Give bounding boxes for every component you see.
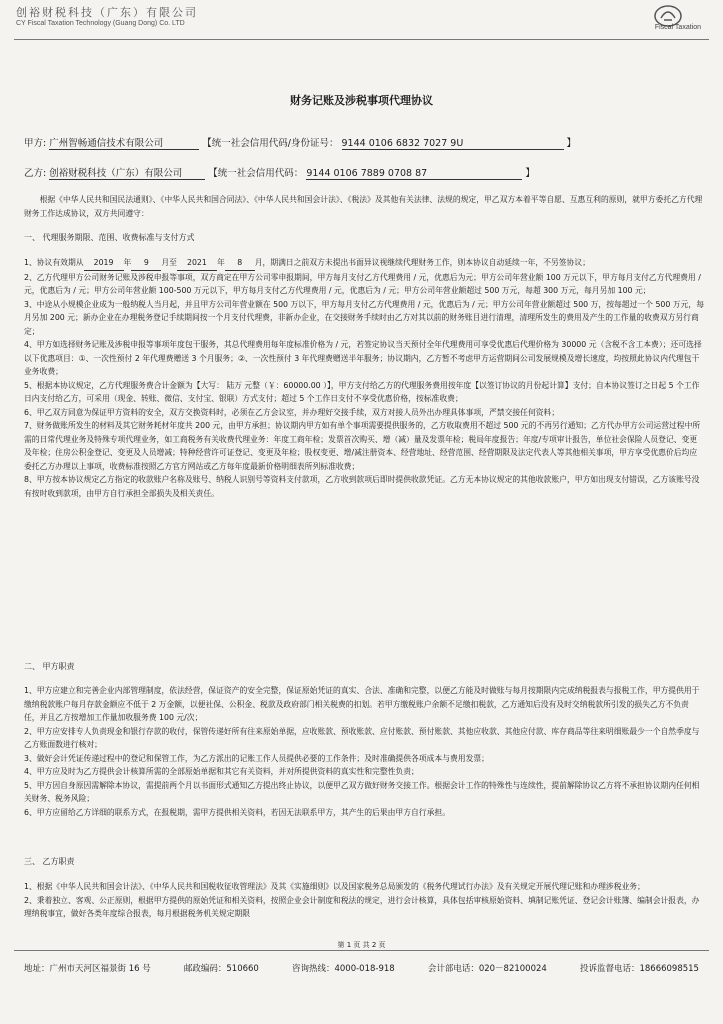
start-month: 9 [131, 256, 161, 271]
page-number: 第 1 页 共 2 页 [337, 941, 386, 949]
sec2-item-4: 4、甲方应及时为乙方提供会计核算所需的全部原始单据和其它有关资料，并对所提供资料的真实性和完整性负责； [24, 767, 419, 776]
footer-divider [14, 950, 709, 951]
party-a-close: 】 [566, 138, 577, 149]
party-a-label: 甲方: [24, 138, 47, 149]
sec1-item-3: 3、中途从小规模企业成为一般纳税人当月起，并且甲方公司年营业额在 500 万以下，甲方每月支付乙方代理费用 / 元，优惠后为 / 元；甲方公司年营业额超过 500 万，按每超过一个 500 万元，每月另加 200 元；新办企业在办理税务登记手续期间按一个月支付代理费，非新办企业，在交接财务手续时由乙方对其以前的财务账目进行清理，清理所发生的费用及产生的工作量的收费双方另行商定； [24, 299, 704, 336]
sec2-item-5: 5、甲方因自身原因需解除本协议，需提前两个月以书面形式通知乙方提出终止协议，以便甲乙双方做好财务交接工作。根据会计工作的特殊性与连续性，提前解除协议乙方将不承担协议期内任何相关财务、税务风险； [24, 780, 700, 803]
party-b-credit-code: 9144 0106 7889 0708 87 [306, 168, 522, 180]
footer [24, 962, 699, 974]
sec2-item-6: 6、甲方应留给乙方详细的联系方式，在报税期，需甲方提供相关资料，若因无法联系甲方，其产生的后果由甲方自行承担。 [24, 807, 450, 817]
sec3-item-1: 1、根据《中华人民共和国会计法》、《中华人民共和国税收征收管理法》及其《实施细则》以及国家税务总局颁发的《税务代理试行办法》及有关规定开展代理记账和办理涉税业务； [24, 882, 645, 891]
footer-hotline: 咨询热线：4000-018-918 [291, 964, 395, 974]
section-1-title: 一、 代理服务期限、范围、收费标准与支付方式 [24, 233, 195, 242]
sec2-item-2: 2、甲方应安排专人负责现金和银行存款的收付，保管传递好所有往来原始单据，应收账款、预收账款、应付账款、预付账款、其他应收款、其他应付款、库存商品等往来明细账最少一个自然季度与乙方账面数进行核对； [24, 726, 700, 749]
sec1-item-7: 7、财务做账所发生的材料及其它财务耗材年度共 200 元，由甲方承担；协议期内甲方如有单个事项需要提供服务的，乙方收取费用不超过 500 元的不再另行通知；乙方代办甲方公司运营过程中所需的日常代理业务及特殊专项代理业务，如工商税务有关收费代理业务：年度工商年检；发票首次购买、增（减）量及发票年检；税局年度报告；年度/专项审计报告，单位社会保险人员登记、变更及年检；住房公积金登记、变更及人员增减；特种经营许可证登记、变更及年检；股权变更、增/减注册资本、经营地址、经营范围、经营期限及法定代表人等其他相关事项，甲方享受优惠价后均应委托乙方办理以上事项，收费标准按照乙方官方网站或乙方每年度最新价格明细表所列标准收费； [24, 421, 701, 471]
sec2-item-3: 3、做好会计凭证传递过程中的登记和保管工作，为乙方派出的记账工作人员提供必要的工作条件；及时准确提供各项成本与费用发票； [24, 753, 489, 763]
section-2-body [24, 684, 704, 819]
footer-address: 地址：广州市天河区福景街 16 号 [24, 964, 151, 974]
sec3-item-2: 2、秉着独立、客观、公正原则，根据甲方提供的原始凭证和相关资料，按照企业会计制度和税法的规定，进行会计核算，具体包括审核原始资料、填制记账凭证、登记会计账簿、编制会计报表，办理纳税事宜，做好各类年度综合报表，每月根据税务机关规定期限 [24, 895, 700, 918]
company-name-en: CY Fiscal Taxation Technology (Guang Dong) Co. LTD [16, 20, 185, 27]
party-a-credit-label: 【统一社会信用代码/身份证号： [202, 138, 339, 149]
sec1-item-5: 5、根据本协议规定，乙方代理服务费合计金额为【大写： 陆万 元整（￥：60000.00 ）】，甲方支付给乙方的代理服务费用按年度【以签订协议的月份起计算】支付；自本协议签订之日起 5 个工作日内支付给乙方，可采用（现金、转账、微信、支付宝、银联）方式支付；超过 5 个工作日支付不享受优惠价格，按标准收费； [24, 380, 700, 403]
intro-paragraph [24, 193, 704, 220]
party-b-close: 】 [525, 168, 535, 179]
section-3-body [24, 880, 704, 921]
sec1-item-6: 6、甲乙双方同意为保证甲方资料的安全，双方交换资料时，必须在乙方会议室，并办理好交接手续，双方对接人员外出办理具体事项，严禁交接任何资料； [24, 407, 560, 417]
end-year: 2021 [177, 256, 217, 271]
intro-text: 根据《中华人民共和国民法通则》、《中华人民共和国合同法》、《中华人民共和国会计法》、《税法》及其他有关法律、法规的规定，甲乙双方本着平等自愿、互惠互利的原则，就甲方委托乙方代理财务工作达成协议，双方共同遵守： [24, 195, 703, 218]
party-a-line [24, 135, 576, 150]
start-year: 2019 [84, 256, 124, 271]
party-a-name: 广州智畅通信技术有限公司 [49, 135, 199, 150]
section-3-title: 三、 乙方职责 [24, 857, 75, 866]
section-2-title: 二、 甲方职责 [24, 662, 75, 671]
section-1-body [24, 256, 704, 500]
header-divider [14, 39, 709, 40]
end-month: 8 [225, 256, 255, 271]
sec2-item-1: 1、甲方应建立和完善企业内部管理制度，依法经营，保证资产的安全完整，保证原始凭证的真实、合法、准确和完整，以便乙方能及时做账与每月按期限内完成纳税报表与报税工作，甲方提供用于缴纳税款账户每月存款金额应不低于 2 万金额，以便社保、公积金、税款及政府部门相关税费的扣划。若甲方缴税账户余额不足缴扣税款，乙方通知后没有及时交纳税款所引发的损失乙方不负责任，并且乙方按增加工作量加收服务费 100 元/次； [24, 686, 700, 722]
party-b-line [24, 165, 535, 180]
footer-postcode: 邮政编码：510660 [183, 964, 259, 974]
company-name-cn: 创裕财税科技（广东）有限公司 [16, 6, 198, 19]
sec1-item-1: 1、协议有效期从 2019 年 9 月至 2021 年 8 月，期满日之前双方未提出书面异议视继续代理财务工作，则本协议自动延续一年，不另签协议； [24, 256, 704, 271]
party-b-credit-label: 【统一社会信用代码： [208, 168, 304, 179]
party-b-name: 创裕财税科技（广东）有限公司 [49, 165, 205, 180]
document-title: 财务记账及涉税事项代理协议 [290, 94, 433, 107]
party-a-credit-code: 9144 0106 6832 7027 9U [342, 138, 564, 150]
footer-phone: 会计部电话：020－82100024 [427, 964, 547, 974]
sec1-item-2: 2、乙方代理甲方公司财务记账及涉税申报等事项，双方商定在甲方公司零申报期间，甲方每月支付乙方代理费用 / 元，优惠后为元；甲方公司年营业额 100 万元以下，甲方每月支付乙方代理费用 / 元，优惠后为 / 元；甲方公司年营业额 100-500 万元以下，甲方每月支付乙方代理费用 / 元，优惠后为 / 元；甲方公司年营业额超过 500 万元，每超 300 万元，每月另加 100 元； [24, 272, 701, 295]
sec1-item-4: 4、甲方如选择财务记账及涉税申报等事项年度包干服务，其总代理费用每年度标准价格为 / 元，若签定协议当天预付全年代理费用可享受优惠后代理价格为 30000 元（含税不含工本费）；还可选择以下优惠项目：①、一次性预付 2 年代理费赠送 3 个月服务；②、一次性预付 3 年代理费赠送半年服务；协议期内，乙方暂不考虑甲方运营期间公司发展规模及增长速度，均按照此协议内代理包干业务收费； [24, 340, 702, 376]
footer-complaint: 投诉监督电话：18666098515 [579, 964, 699, 974]
party-b-label: 乙方: [24, 168, 47, 179]
sec1-item-8: 8、甲方按本协议规定乙方指定的收款账户名称及账号、纳税人识别号等资料支付款项，乙方收到款项后即时提供收款凭证。乙方无本协议规定的其他收款账户，甲方如出现支付错误，乙方该账号没有按时收到款项，由甲方自行承担全部损失及相关责任。 [24, 475, 700, 498]
logo-text: Fiscal Taxation [654, 24, 701, 31]
